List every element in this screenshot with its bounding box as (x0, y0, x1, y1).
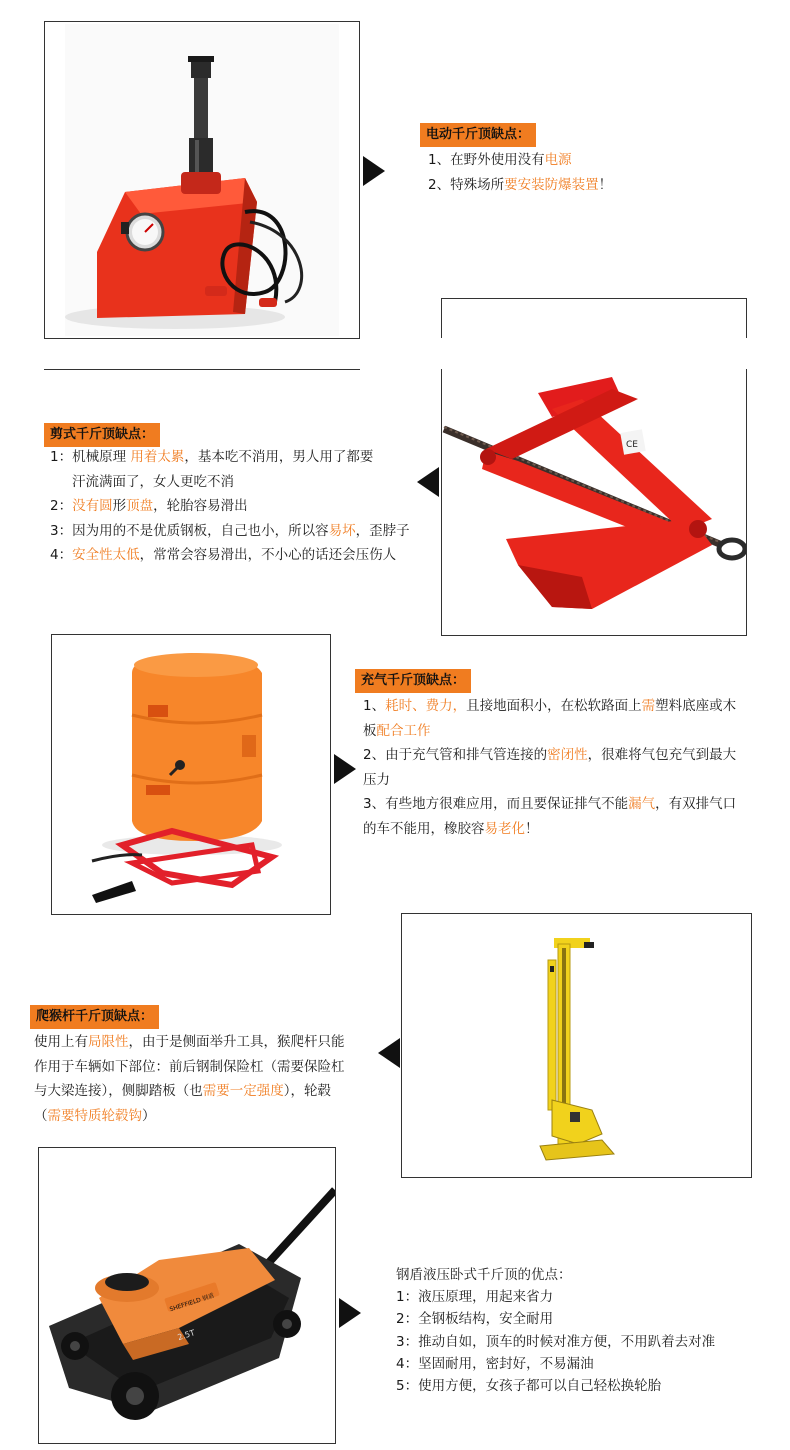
drawback-line: 1、在野外使用没有电源 (428, 152, 572, 168)
drawback-line: 1：机械原理 用着太累，基本吃不消用，男人用了都要 (50, 449, 374, 465)
advantage-line: 2：全钢板结构，安全耐用 (396, 1311, 554, 1328)
drawback-line: 2、由于充气管和排气管连接的密闭性，很难将气包充气到最大 (363, 747, 737, 763)
floor-jack-photo-frame (38, 1147, 336, 1444)
divider-line (44, 369, 360, 370)
floor-jack-title: 钢盾液压卧式千斤顶的优点： (396, 1267, 572, 1283)
pointer-arrow-hilift (378, 1038, 400, 1068)
advantage-line: 5：使用方便，女孩子都可以自己轻松换轮胎 (396, 1378, 662, 1395)
drawback-line: 与大梁连接），侧脚踏板（也需要一定强度），轮毂 (34, 1083, 331, 1099)
drawback-line: 4：安全性太低，常常会容易滑出，不小心的话还会压伤人 (50, 547, 397, 563)
floor-jack-brand-label: SHEFFIELD 钢盾 (168, 1292, 216, 1314)
drawback-line: （需要特质轮毂钩） (34, 1107, 156, 1124)
floor-jack-image (39, 1148, 335, 1443)
scissor-top-frame-fragment (441, 298, 747, 338)
drawback-line: 1、耗时、费力，且接地面积小，在松软路面上需塑料底座或木 (363, 698, 737, 714)
electric-jack-photo-frame (44, 21, 360, 339)
airbag-jack-title: 充气千斤顶缺点： (355, 669, 471, 693)
electric-jack-drawbacks (428, 148, 612, 197)
hilift-jack-drawbacks (34, 1030, 345, 1128)
scissor-jack-title: 剪式千斤顶缺点： (44, 423, 160, 447)
pointer-arrow-scissor (417, 467, 439, 497)
scissor-jack-photo-frame (441, 369, 747, 636)
hilift-jack-title: 爬猴杆千斤顶缺点： (30, 1005, 159, 1029)
scissor-jack-image (442, 369, 746, 635)
svg-text:CE: CE (626, 440, 638, 450)
drawback-line: 汗流满面了，女人更吃不消 (72, 473, 234, 490)
drawback-line: 2、特殊场所要安装防爆装置！ (428, 176, 613, 193)
drawback-line: 的车不能用，橡胶容易老化！ (363, 820, 539, 837)
pointer-arrow-airbag (334, 754, 356, 784)
drawback-line: 板配合工作 (363, 722, 431, 739)
floor-jack-advantages (396, 1264, 715, 1397)
floor-jack-model-label: 2.5T (176, 1328, 196, 1343)
drawback-line: 3、有些地方很难应用，而且要保证排气不能漏气，有双排气口 (363, 796, 737, 812)
airbag-jack-photo-frame (51, 634, 331, 915)
pointer-arrow-electric (363, 156, 385, 186)
advantage-line: 3：推动自如，顶车的时候对准方便，不用趴着去对准 (396, 1333, 716, 1350)
drawback-line: 压力 (363, 771, 390, 788)
drawback-line: 使用上有局限性，由于是侧面举升工具，猴爬杆只能 (34, 1034, 345, 1050)
hilift-jack-image (402, 914, 751, 1177)
airbag-jack-image (52, 635, 330, 914)
drawback-line: 作用于车辆如下部位：前后钢制保险杠（需要保险杠 (34, 1058, 345, 1075)
drawback-line: 3：因为用的不是优质钢板，自己也小，所以容易坏，歪脖子 (50, 522, 410, 539)
hilift-jack-photo-frame (401, 913, 752, 1178)
electric-jack-title: 电动千斤顶缺点： (420, 123, 536, 147)
electric-jack-image (45, 22, 359, 338)
advantage-line: 4：坚固耐用，密封好，不易漏油 (396, 1355, 594, 1372)
drawback-line: 2：没有圆形顶盘，轮胎容易滑出 (50, 498, 248, 514)
airbag-jack-drawbacks (363, 694, 736, 841)
advantage-line: 1：液压原理，用起来省力 (396, 1289, 554, 1306)
scissor-jack-drawbacks (50, 445, 410, 568)
pointer-arrow-floor (339, 1298, 361, 1328)
